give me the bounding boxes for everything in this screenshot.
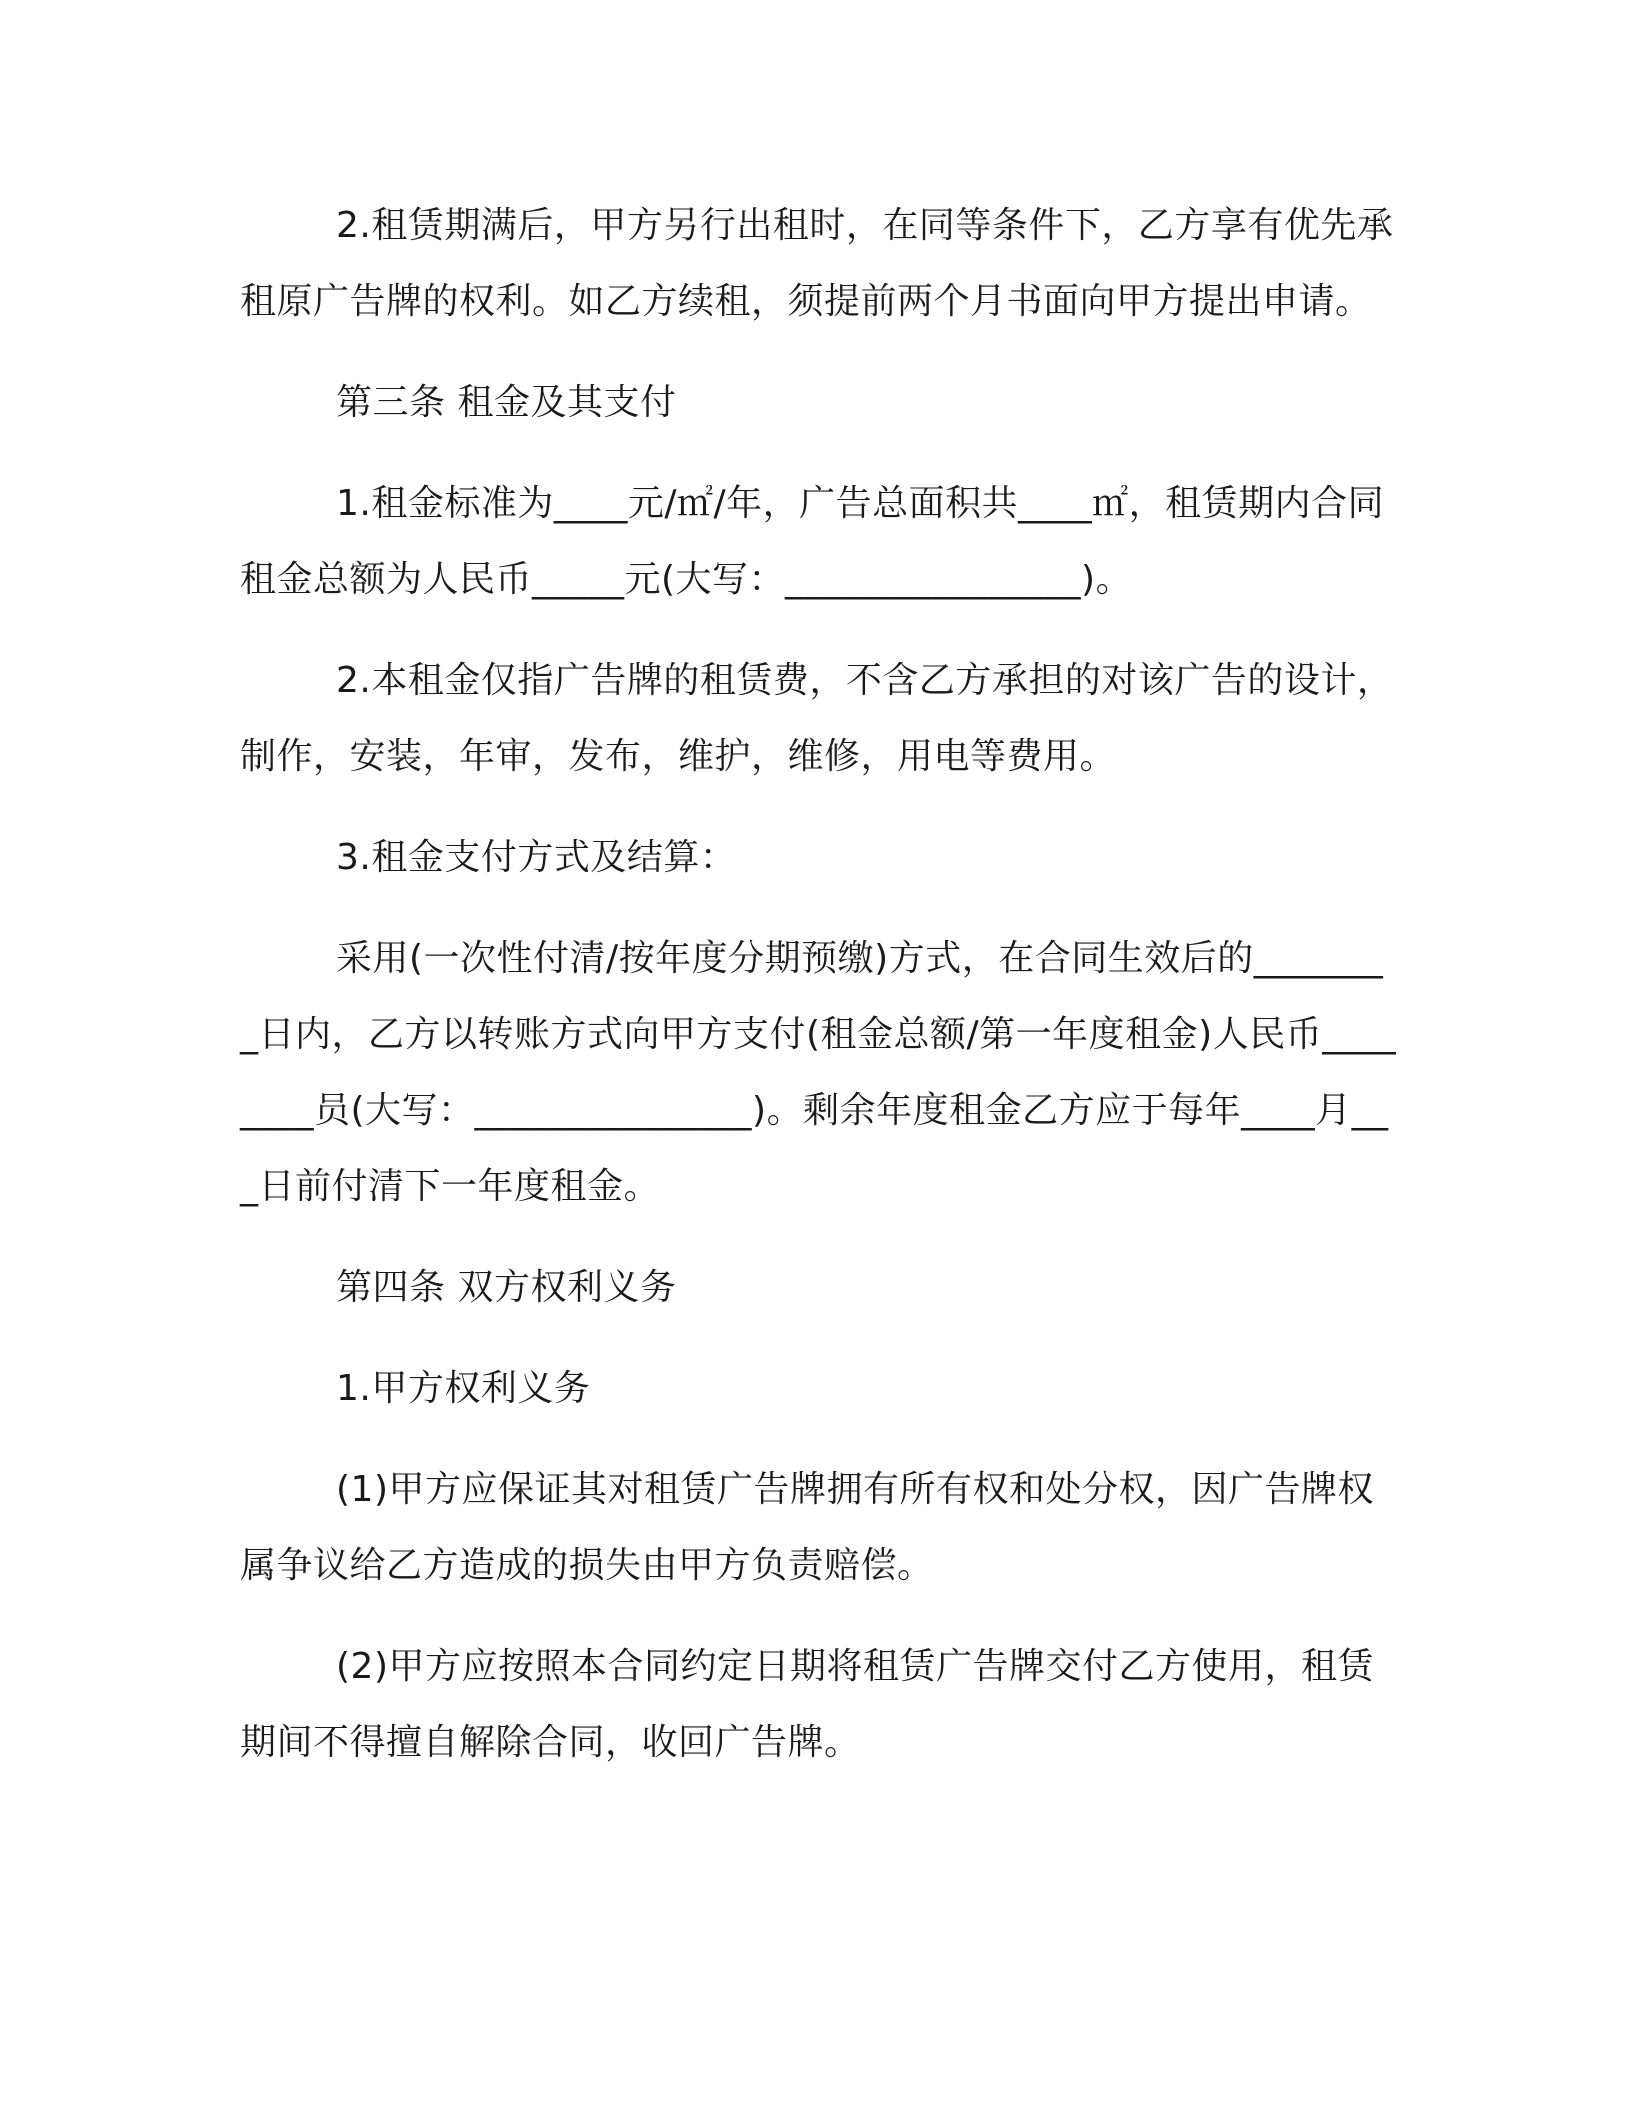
document-page — [240, 188, 1400, 1781]
paragraph-payment-terms: 采用(一次性付清/按年度分期预缴)方式，在合同生效后的________日内，乙方以转账方式向甲方支付(租金总额/第一年度租金)人民币________员(大写：_______________)。剩余年度租金乙方应于每年____月___日前付清下一年度租金。 — [240, 938, 1397, 1207]
paragraph-renewal: 2.租赁期满后，甲方另行出租时，在同等条件下，乙方享有优先承租原广告牌的权利。如乙方续租，须提前两个月书面向甲方提出申请。 — [240, 205, 1394, 322]
section-heading-rent: 第三条 租金及其支付 — [336, 382, 677, 423]
paragraph-rent-scope: 2.本租金仅指广告牌的租赁费，不含乙方承担的对该广告的设计，制作，安装，年审，发布，维护，维修，用电等费用。 — [240, 660, 1394, 777]
paragraph-party-a-ownership: (1)甲方应保证其对租赁广告牌拥有所有权和处分权，因广告牌权属争议给乙方造成的损失由甲方负责赔偿。 — [240, 1469, 1374, 1586]
paragraph-party-a-delivery: (2)甲方应按照本合同约定日期将租赁广告牌交付乙方使用，租赁期间不得擅自解除合同，收回广告牌。 — [240, 1646, 1374, 1763]
paragraph-party-a-title: 1.甲方权利义务 — [336, 1368, 591, 1409]
paragraph-rent-standard: 1.租金标准为____元/㎡/年，广告总面积共____㎡，租赁期内合同租金总额为人民币_____元(大写：________________)。 — [240, 483, 1385, 600]
paragraph-payment-method-title: 3.租金支付方式及结算： — [336, 837, 737, 878]
section-heading-rights: 第四条 双方权利义务 — [336, 1267, 677, 1308]
